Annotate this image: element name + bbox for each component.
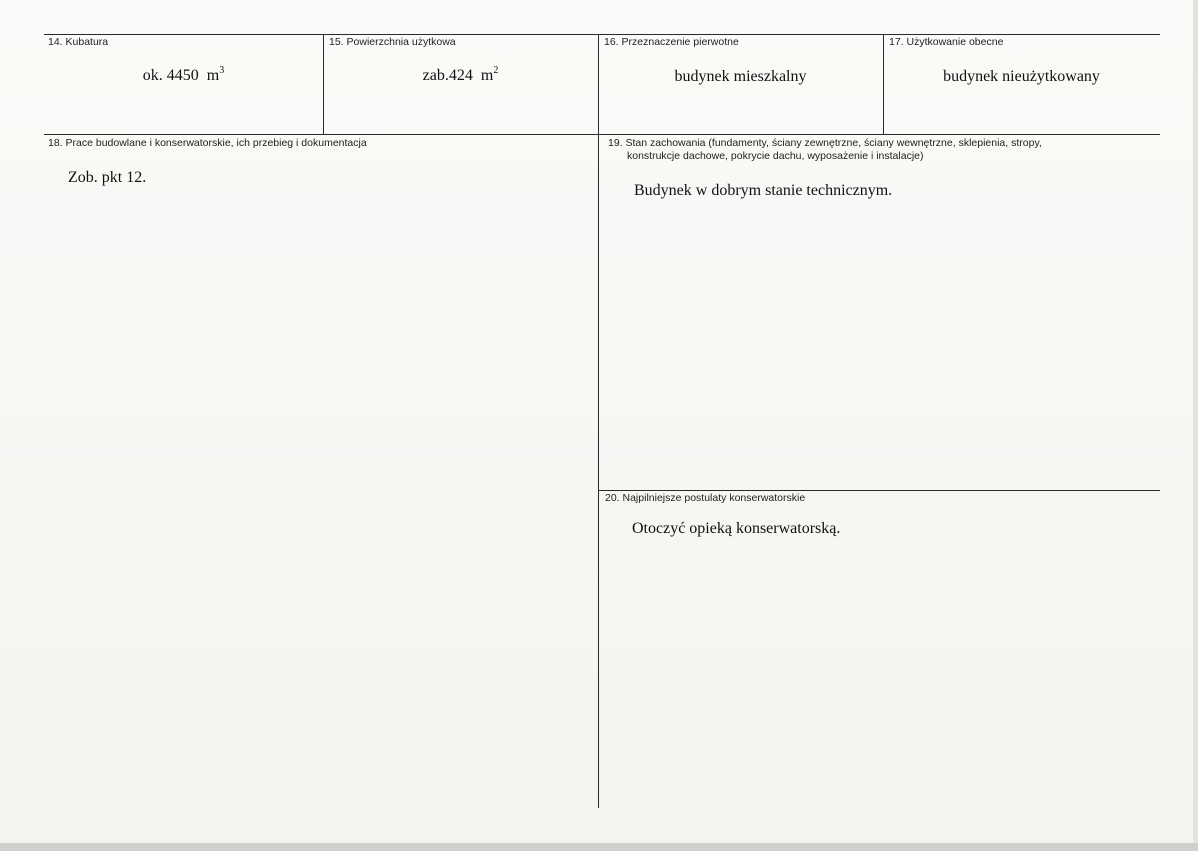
row-divider <box>44 134 1160 135</box>
field-14-value <box>44 66 323 86</box>
field-15-value <box>323 66 598 86</box>
field-20-label: 20. Najpilniejsze postulaty konserwatorskie <box>605 492 806 504</box>
field-15-number: zab.424 <box>422 67 473 84</box>
field-14-number: ok. 4450 <box>142 67 199 84</box>
top-rule <box>44 34 1160 35</box>
field-17-label: 17. Użytkowanie obecne <box>889 36 1004 48</box>
field-16-value: budynek mieszkalny <box>674 68 807 85</box>
field-18-value: Zob. pkt 12. <box>68 169 147 186</box>
field-14-unit: m <box>206 67 220 84</box>
page-edge-bottom <box>0 843 1198 851</box>
field-15-unit-exponent: 2 <box>493 65 499 76</box>
field-19-value: Budynek w dobrym stanie technicznym. <box>634 182 893 199</box>
field-19-label-line1: 19. Stan zachowania (fundamenty, ściany zewnętrzne, ściany wewnętrzne, sklepienia, stropy, <box>608 137 1042 149</box>
field-15-unit: m <box>480 67 494 84</box>
field-16-label: 16. Przeznaczenie pierwotne <box>604 36 739 48</box>
field-17-value: budynek nieużytkowany <box>943 68 1100 85</box>
field-19-label-line2: konstrukcje dachowe, pokrycie dachu, wyposażenie i instalacje) <box>627 150 924 162</box>
field-14-unit-exponent: 3 <box>219 65 225 76</box>
section-divider-20 <box>598 490 1160 491</box>
field-15-label: 15. Powierzchnia użytkowa <box>329 36 456 48</box>
page-edge-right <box>1193 0 1198 851</box>
field-14-label: 14. Kubatura <box>48 36 109 48</box>
field-18-label: 18. Prace budowlane i konserwatorskie, ich przebieg i dokumentacja <box>48 137 367 149</box>
field-20-value: Otoczyć opieką konserwatorską. <box>632 520 841 537</box>
column-divider-16 <box>598 34 599 808</box>
